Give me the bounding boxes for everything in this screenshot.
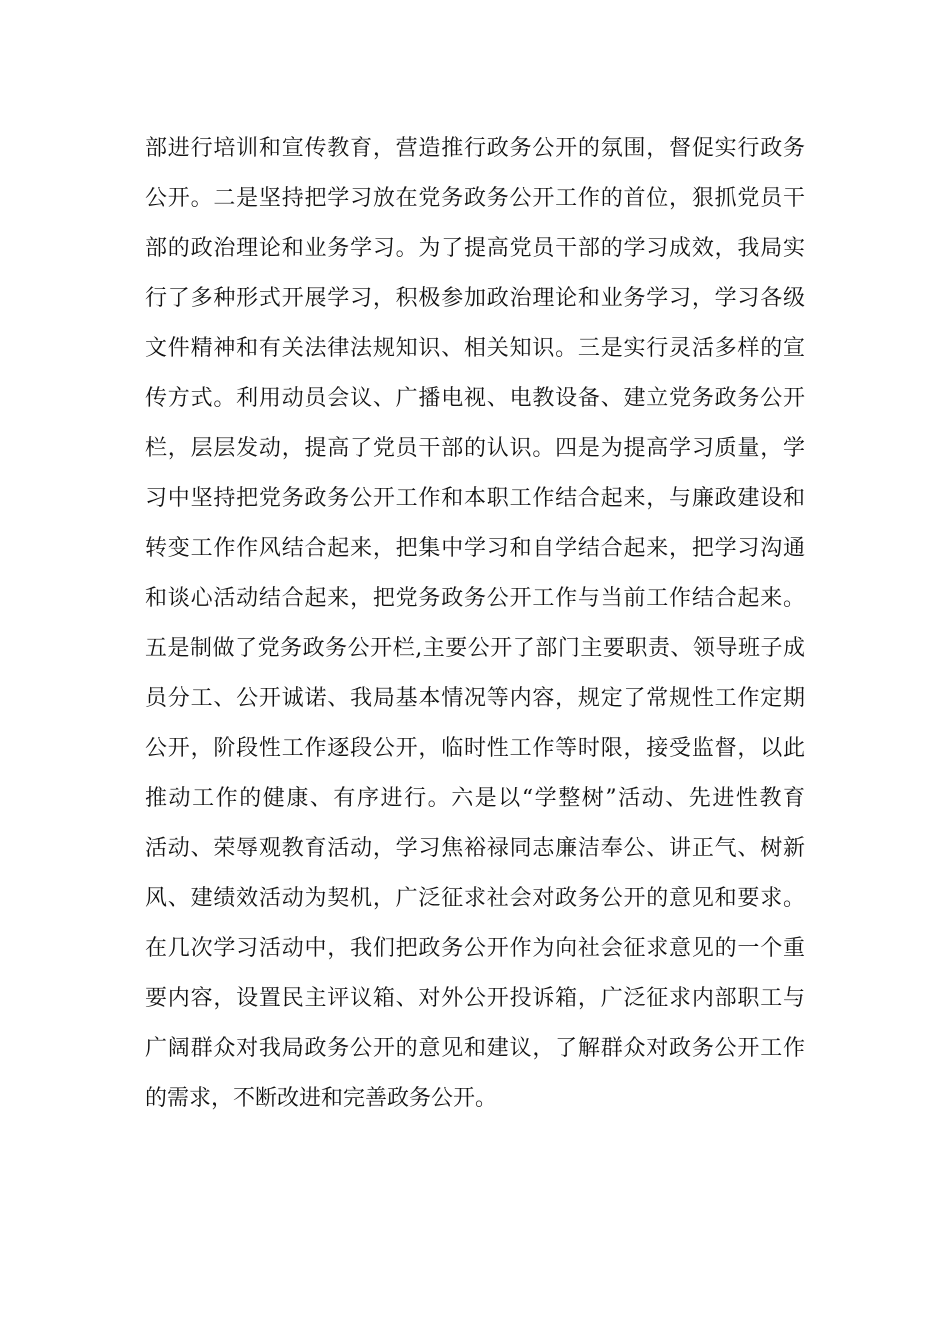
text-line: 推动工作的健康、有序进行。六是以“学整树”活动、先进性教育 <box>145 786 805 811</box>
text-line: 在几次学习活动中，我们把政务公开作为向社会征求意见的一个重 <box>145 936 805 961</box>
text-line: 活动、荣辱观教育活动，学习焦裕禄同志廉洁奉公、讲正气、树新 <box>145 836 805 861</box>
text-line: 要内容，设置民主评议箱、对外公开投诉箱，广泛征求内部职工与 <box>145 986 805 1011</box>
text-line: 行了多种形式开展学习，积极参加政治理论和业务学习，学习各级 <box>145 286 805 311</box>
text-line: 转变工作作风结合起来，把集中学习和自学结合起来，把学习沟通 <box>145 536 805 561</box>
text-line: 员分工、公开诚诺、我局基本情况等内容，规定了常规性工作定期 <box>145 686 805 711</box>
text-line: 公开，阶段性工作逐段公开，临时性工作等时限，接受监督，以此 <box>145 736 805 761</box>
text-line: 部进行培训和宣传教育，营造推行政务公开的氛围，督促实行政务 <box>145 136 805 161</box>
text-line: 和谈心活动结合起来，把党务政务公开工作与当前工作结合起来。 <box>145 586 805 611</box>
text-line: 广阔群众对我局政务公开的意见和建议，了解群众对政务公开工作 <box>145 1036 805 1061</box>
text-line: 习中坚持把党务政务公开工作和本职工作结合起来，与廉政建设和 <box>145 486 805 511</box>
text-line: 公开。二是坚持把学习放在党务政务公开工作的首位，狠抓党员干 <box>145 186 805 211</box>
text-line: 文件精神和有关法律法规知识、相关知识。三是实行灵活多样的宣 <box>145 336 805 361</box>
text-line: 五是制做了党务政务公开栏,主要公开了部门主要职责、领导班子成 <box>145 636 805 661</box>
text-line: 风、建绩效活动为契机，广泛征求社会对政务公开的意见和要求。 <box>145 886 805 911</box>
text-line: 传方式。利用动员会议、广播电视、电教设备、建立党务政务公开 <box>145 386 805 411</box>
body-paragraph <box>145 124 805 1124</box>
text-line: 部的政治理论和业务学习。为了提高党员干部的学习成效，我局实 <box>145 236 805 261</box>
text-line: 的需求，不断改进和完善政务公开。 <box>145 1086 498 1111</box>
text-line: 栏，层层发动，提高了党员干部的认识。四是为提高学习质量，学 <box>145 436 805 461</box>
